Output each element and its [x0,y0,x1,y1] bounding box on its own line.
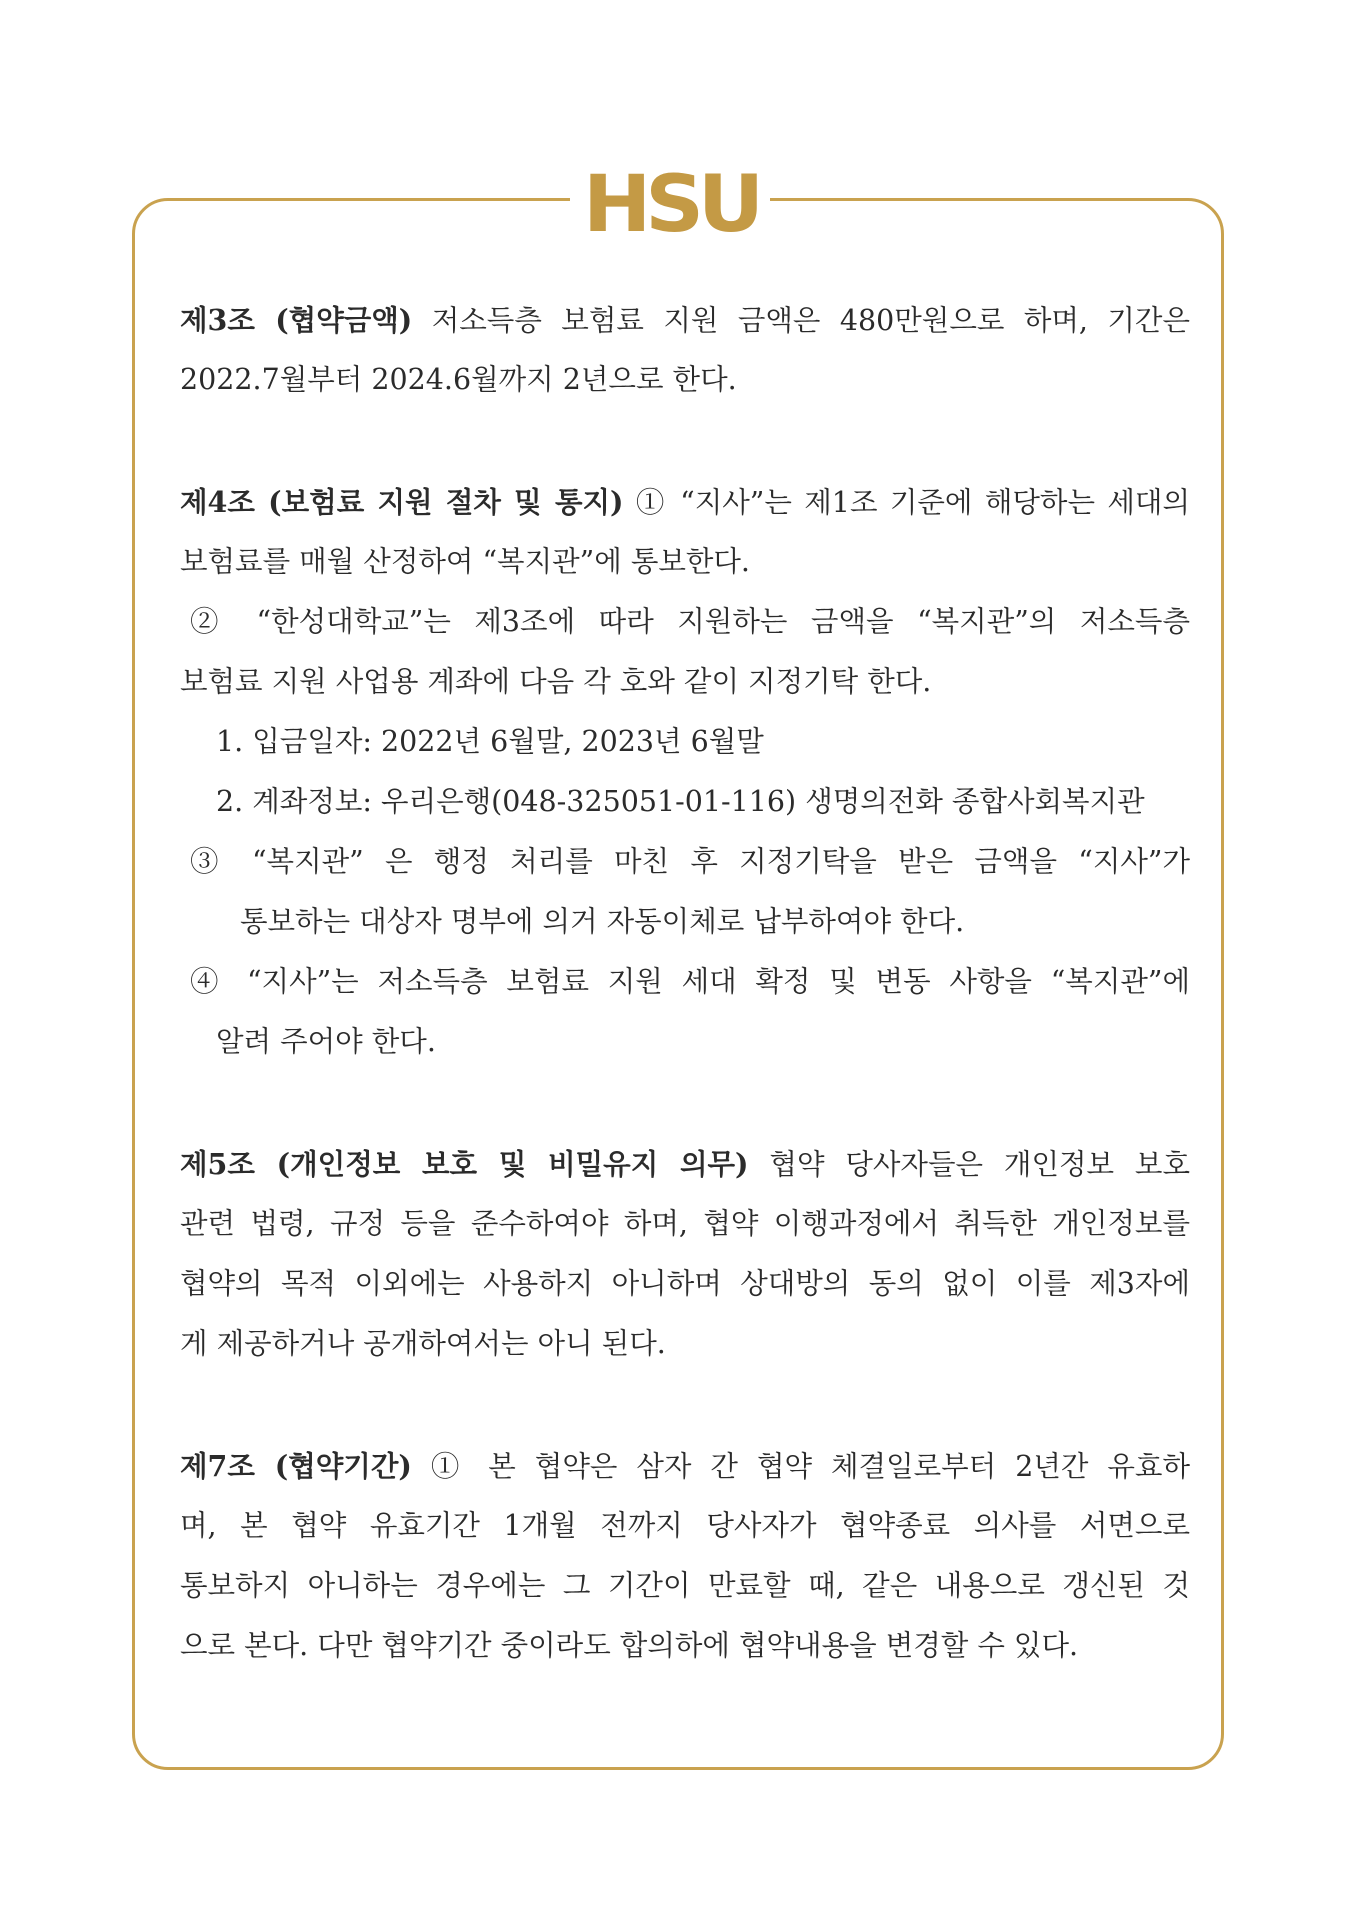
article-4 [180,472,1190,1072]
article-line [180,290,1190,350]
article-text: 협약 당사자들은 개인정보 보호 [748,1148,1190,1181]
article-line: 보험료를 매월 산정하여 “복지관”에 통보한다. [180,545,750,578]
article-line: 게 제공하거나 공개하여서는 아니 된다. [180,1327,666,1360]
article-line: 으로 본다. 다만 협약기간 중이라도 합의하에 협약내용을 변경할 수 있다. [180,1629,1079,1662]
article-3 [180,290,1190,410]
article-line [180,472,1190,532]
article-line: 통보하지 아니하는 경우에는 그 기간이 만료할 때, 같은 내용으로 갱신된 것 [180,1569,1190,1602]
clause-4-continuation: 알려 주어야 한다. [216,1025,436,1058]
article-text: 저소득층 보험료 지원 금액은 480만원으로 하며, 기간은 [412,304,1190,337]
article-line: 2022.7월부터 2024.6월까지 2년으로 한다. [180,363,737,396]
article-line: 며, 본 협약 유효기간 1개월 전까지 당사자가 협약종료 의사를 서면으로 [180,1509,1190,1542]
list-item-2: 2. 계좌정보: 우리은행(048-325051-01-116) 생명의전화 종합사회복지관 [216,785,1145,818]
clause-3-line: ③ “복지관” 은 행정 처리를 마친 후 지정기탁을 받은 금액을 “지사”가 [190,845,1190,878]
hsu-logo [570,160,770,250]
article-title: 제4조 (보험료 지원 절차 및 통지) [180,485,624,519]
clause-3-continuation: 통보하는 대상자 명부에 의거 자동이체로 납부하여야 한다. [240,905,965,938]
article-line: 협약의 목적 이외에는 사용하지 아니하며 상대방의 동의 없이 이를 제3자에 [180,1267,1190,1300]
article-title: 제5조 (개인정보 보호 및 비밀유지 의무) [180,1147,749,1181]
document-body [180,290,1190,1676]
article-title: 제7조 (협약기간) [180,1449,412,1483]
article-text: ① 본 협약은 삼자 간 협약 체결일로부터 2년간 유효하 [411,1450,1190,1483]
clause-2-line: ② “한성대학교”는 제3조에 따라 지원하는 금액을 “복지관”의 저소득층 [190,605,1190,638]
list-item-1: 1. 입금일자: 2022년 6월말, 2023년 6월말 [216,725,764,758]
article-5 [180,1134,1190,1374]
article-title: 제3조 (협약금액) [180,303,413,337]
article-7 [180,1436,1190,1676]
article-line [180,1134,1190,1194]
article-line [180,1436,1190,1496]
article-line: 관련 법령, 규정 등을 준수하여야 하며, 협약 이행과정에서 취득한 개인정보를 [180,1207,1190,1240]
article-line: 보험료 지원 사업용 계좌에 다음 각 호와 같이 지정기탁 한다. [180,665,932,698]
clause-4-line: ④ “지사”는 저소득층 보험료 지원 세대 확정 및 변동 사항을 “복지관”에 [190,965,1190,998]
hsu-logo-text: HSU [582,160,758,250]
article-text: ① “지사”는 제1조 기준에 해당하는 세대의 [623,486,1190,519]
